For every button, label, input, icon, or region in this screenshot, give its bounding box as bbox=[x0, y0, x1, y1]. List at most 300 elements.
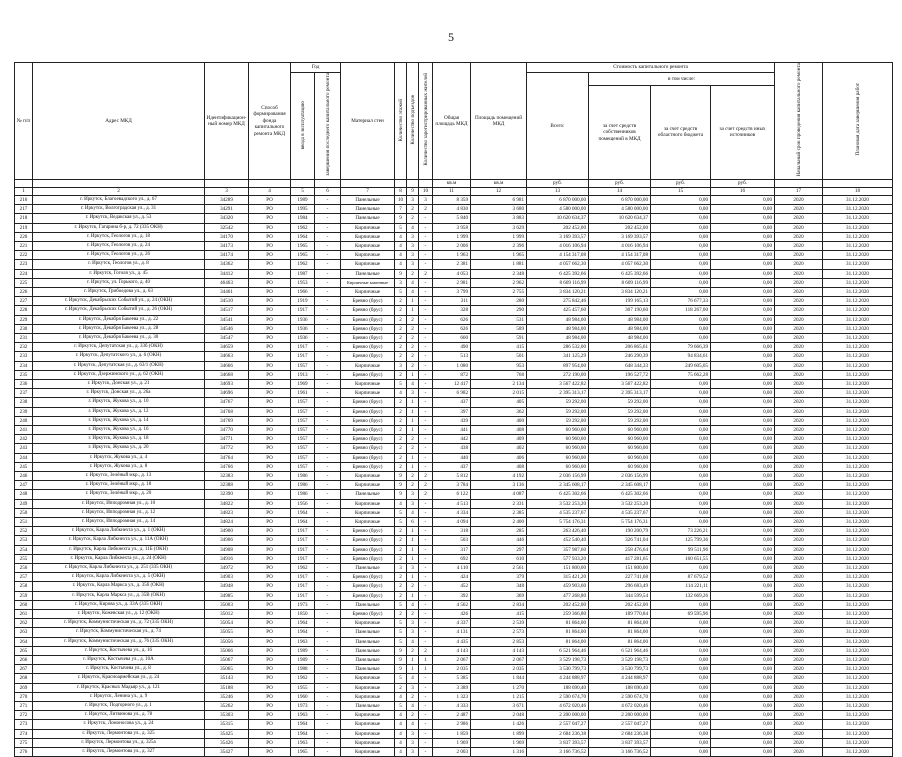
cell-cost-local: 0,00 bbox=[711, 637, 775, 646]
cell-row-num: 250 bbox=[15, 508, 33, 517]
cell-id: 35067 bbox=[205, 656, 249, 665]
cell-cost-total: 4 672 020,46 bbox=[527, 702, 589, 711]
cell-row-num: 260 bbox=[15, 600, 33, 609]
cell-method: РО bbox=[249, 343, 291, 352]
cell-end-date: 31.12.2020 bbox=[823, 545, 893, 554]
cell-cost-owners: 344 599,54 bbox=[589, 591, 651, 600]
cell-premises-area: 2 134 bbox=[471, 379, 527, 388]
cell-floors: 2 bbox=[395, 324, 407, 333]
cell-floors: 2 bbox=[395, 425, 407, 434]
cell-total-area: 8 359 bbox=[433, 195, 471, 204]
cell-id: 34768 bbox=[205, 407, 249, 416]
header-end-date: Плановая дата завершения работ bbox=[823, 63, 893, 180]
cell-cost-owners: 206 865,61 bbox=[589, 343, 651, 352]
cell-cost-local: 0,00 bbox=[711, 205, 775, 214]
cell-cost-regional: 69 595,96 bbox=[651, 610, 711, 619]
cell-cost-regional: 73 226,21 bbox=[651, 527, 711, 536]
cell-wall-material: Бревно (брус) bbox=[341, 416, 395, 425]
cell-premises-area: 408 bbox=[471, 425, 527, 434]
cell-premises-area: 3 629 bbox=[471, 223, 527, 232]
cell-premises-area: 379 bbox=[471, 573, 527, 582]
cell-cost-regional: 94 834,61 bbox=[651, 352, 711, 361]
table-row bbox=[15, 683, 893, 692]
cell-floors: 9 bbox=[395, 269, 407, 278]
cell-premises-area: 2 755 bbox=[471, 287, 527, 296]
table-row bbox=[15, 453, 893, 462]
cell-total-area: 4 143 bbox=[433, 646, 471, 655]
cell-entrances: 2 bbox=[407, 692, 419, 701]
cell-wall-material: Кирпичные bbox=[341, 379, 395, 388]
cell-cost-regional: 0,00 bbox=[651, 287, 711, 296]
cell-cost-owners: 3 530 799,73 bbox=[589, 665, 651, 674]
cell-entrances: 6 bbox=[407, 518, 419, 527]
table-row bbox=[15, 564, 893, 573]
cell-total-area: 2 487 bbox=[433, 711, 471, 720]
cell-start-year: 2020 bbox=[775, 665, 823, 674]
cell-floors: 9 bbox=[395, 490, 407, 499]
table-row bbox=[15, 499, 893, 508]
cell-start-year: 2020 bbox=[775, 628, 823, 637]
cell-start-year: 2020 bbox=[775, 462, 823, 471]
cell-entrances: 2 bbox=[407, 324, 419, 333]
cell-cost-owners: 8 609 116,99 bbox=[589, 278, 651, 287]
cell-cost-regional: 0,00 bbox=[651, 481, 711, 490]
cell-total-area: 5 812 bbox=[433, 472, 471, 481]
cell-cost-owners: 4 672 020,46 bbox=[589, 702, 651, 711]
cell-premises-area: 591 bbox=[471, 333, 527, 342]
cell-total-area: 437 bbox=[433, 398, 471, 407]
cell-cost-local: 0,00 bbox=[711, 619, 775, 628]
cell-cost-owners: 648 344,33 bbox=[589, 361, 651, 370]
cell-cost-regional: 0,00 bbox=[651, 195, 711, 204]
cell-total-area: 2 003 bbox=[433, 748, 471, 757]
cell-wall-material: Кирпичные bbox=[341, 738, 395, 747]
header-year-commission: ввода в эксплуатацию bbox=[291, 73, 315, 180]
cell-start-year: 2020 bbox=[775, 545, 823, 554]
cell-cost-owners: 60 960,00 bbox=[589, 435, 651, 444]
cell-end-date: 31.12.2020 bbox=[823, 711, 893, 720]
cell-address: г. Иркутск, Депутатского ул., д. 6 (ОКН) bbox=[33, 352, 205, 361]
cell-year-last-repair: - bbox=[315, 508, 341, 517]
column-number-row-num: 1 bbox=[15, 187, 33, 195]
cell-row-num: 267 bbox=[15, 665, 33, 674]
cell-cost-owners: 188 690,40 bbox=[589, 683, 651, 692]
cell-residents: - bbox=[419, 554, 433, 563]
cell-premises-area: 2 048 bbox=[471, 711, 527, 720]
cell-method: РО bbox=[249, 251, 291, 260]
unit-year-commission bbox=[291, 179, 315, 187]
cell-premises-area: 2 385 bbox=[471, 508, 527, 517]
cell-year-last-repair: - bbox=[315, 269, 341, 278]
header-method: Способ формирования фонда капитального ремонта МКД bbox=[249, 63, 291, 180]
cell-row-num: 226 bbox=[15, 287, 33, 296]
cell-residents: - bbox=[419, 499, 433, 508]
cell-total-area: 317 bbox=[433, 545, 471, 554]
cell-year-commission: 1964 bbox=[291, 518, 315, 527]
cell-end-date: 31.12.2020 bbox=[823, 214, 893, 223]
cell-premises-area: 415 bbox=[471, 343, 527, 352]
cell-entrances: 1 bbox=[407, 665, 419, 674]
cell-entrances: 1 bbox=[407, 536, 419, 545]
cell-start-year: 2020 bbox=[775, 481, 823, 490]
cell-row-num: 276 bbox=[15, 748, 33, 757]
cell-floors: 4 bbox=[395, 241, 407, 250]
cell-cost-total: 315 421,20 bbox=[527, 573, 589, 582]
column-number-year-last-repair: 6 bbox=[315, 187, 341, 195]
cell-id: 34824 bbox=[205, 518, 249, 527]
table-row bbox=[15, 195, 893, 204]
cell-wall-material: Бревно (брус) bbox=[341, 536, 395, 545]
table-row bbox=[15, 462, 893, 471]
cell-cost-total: 81 864,00 bbox=[527, 619, 589, 628]
cell-cost-local: 0,00 bbox=[711, 564, 775, 573]
cell-year-last-repair: - bbox=[315, 656, 341, 665]
cell-residents: - bbox=[419, 425, 433, 434]
cell-method: РО bbox=[249, 610, 291, 619]
cell-year-commission: 1936 bbox=[291, 333, 315, 342]
cell-cost-local: 0,00 bbox=[711, 462, 775, 471]
cell-total-area: 1 080 bbox=[433, 361, 471, 370]
cell-end-date: 31.12.2020 bbox=[823, 306, 893, 315]
cell-floors: 2 bbox=[395, 444, 407, 453]
cell-row-num: 217 bbox=[15, 205, 33, 214]
cell-method: РО bbox=[249, 481, 291, 490]
table-row bbox=[15, 711, 893, 720]
cell-entrances: 2 bbox=[407, 610, 419, 619]
cell-cost-owners: 3 837 393,57 bbox=[589, 738, 651, 747]
cell-residents: - bbox=[419, 278, 433, 287]
cell-cost-total: 272 190,00 bbox=[527, 370, 589, 379]
cell-year-last-repair: - bbox=[315, 610, 341, 619]
cell-cost-total: 4 057 662,30 bbox=[527, 260, 589, 269]
cell-row-num: 270 bbox=[15, 692, 33, 701]
cell-row-num: 222 bbox=[15, 251, 33, 260]
column-number-address: 2 bbox=[33, 187, 205, 195]
cell-row-num: 229 bbox=[15, 315, 33, 324]
cell-address: г. Иркутск, Жукова ул., д. 14 bbox=[33, 416, 205, 425]
cell-cost-regional: 0,00 bbox=[651, 628, 711, 637]
cell-id: 34362 bbox=[205, 260, 249, 269]
cell-entrances: 4 bbox=[407, 674, 419, 683]
cell-start-year: 2020 bbox=[775, 499, 823, 508]
cell-address: г. Иркутск, Жукова ул., д. 16 bbox=[33, 425, 205, 434]
cell-total-area: 440 bbox=[433, 453, 471, 462]
cell-year-commission: 1961 bbox=[291, 389, 315, 398]
cell-start-year: 2020 bbox=[775, 444, 823, 453]
cell-year-last-repair: - bbox=[315, 278, 341, 287]
cell-year-last-repair: - bbox=[315, 205, 341, 214]
table-row bbox=[15, 665, 893, 674]
cell-residents: - bbox=[419, 260, 433, 269]
cell-cost-total: 452 540,40 bbox=[527, 536, 589, 545]
header-start-year: Начальный срок проведения капитального ремонта bbox=[775, 63, 823, 180]
cell-year-commission: 1964 bbox=[291, 628, 315, 637]
table-row bbox=[15, 205, 893, 214]
cell-cost-regional: 249 605,05 bbox=[651, 361, 711, 370]
cell-entrances: 3 bbox=[407, 232, 419, 241]
cell-premises-area: 408 bbox=[471, 462, 527, 471]
cell-entrances: 2 bbox=[407, 333, 419, 342]
cell-cost-owners: 246 290,39 bbox=[589, 352, 651, 361]
cell-year-last-repair: - bbox=[315, 711, 341, 720]
table-row bbox=[15, 738, 893, 747]
cell-address: г. Иркутск, Геологов ул., д. 18 bbox=[33, 232, 205, 241]
cell-wall-material: Бревно (брус) bbox=[341, 582, 395, 591]
cell-row-num: 247 bbox=[15, 481, 33, 490]
cell-address: г. Иркутск, Карла Либкнехта ул., д. 11Б (ОКН) bbox=[33, 545, 205, 554]
cell-end-date: 31.12.2020 bbox=[823, 527, 893, 536]
table-row bbox=[15, 333, 893, 342]
header-row-num: № п/п bbox=[15, 63, 33, 180]
cell-residents: - bbox=[419, 287, 433, 296]
column-number-end-date: 18 bbox=[823, 187, 893, 195]
cell-premises-area: 369 bbox=[471, 591, 527, 600]
cell-method: РО bbox=[249, 738, 291, 747]
cell-floors: 2 bbox=[395, 610, 407, 619]
cell-floors: 2 bbox=[395, 591, 407, 600]
cell-cost-local: 0,00 bbox=[711, 490, 775, 499]
header-cost-local: за счет средств иных источников bbox=[711, 85, 775, 179]
cell-year-commission: 1957 bbox=[291, 361, 315, 370]
table-row bbox=[15, 398, 893, 407]
cell-method: РО bbox=[249, 674, 291, 683]
cell-end-date: 31.12.2020 bbox=[823, 738, 893, 747]
cell-total-area: 626 bbox=[433, 315, 471, 324]
cell-cost-total: 3 169 393,57 bbox=[527, 232, 589, 241]
unit-wall-material bbox=[341, 179, 395, 187]
cell-start-year: 2020 bbox=[775, 564, 823, 573]
cell-cost-regional: 0,00 bbox=[651, 702, 711, 711]
cell-premises-area: 2 853 bbox=[471, 637, 527, 646]
unit-cost-owners: руб. bbox=[589, 179, 651, 187]
cell-address: г. Иркутск, Зелёный мкр., д. 20 bbox=[33, 490, 205, 499]
cell-cost-local: 0,00 bbox=[711, 315, 775, 324]
cell-year-commission: 1969 bbox=[291, 379, 315, 388]
cell-cost-total: 6 425 392,66 bbox=[527, 269, 589, 278]
cell-method: РО bbox=[249, 306, 291, 315]
cell-cost-owners: 2 345 608,17 bbox=[589, 481, 651, 490]
cell-residents: - bbox=[419, 416, 433, 425]
cell-end-date: 31.12.2020 bbox=[823, 223, 893, 232]
cell-cost-local: 0,00 bbox=[711, 398, 775, 407]
cell-id: 34900 bbox=[205, 527, 249, 536]
table-row bbox=[15, 481, 893, 490]
cell-total-area: 3 799 bbox=[433, 287, 471, 296]
cell-row-num: 272 bbox=[15, 711, 33, 720]
cell-cost-owners: 227 741,68 bbox=[589, 573, 651, 582]
cell-premises-area: 589 bbox=[471, 324, 527, 333]
cell-total-area: 872 bbox=[433, 370, 471, 379]
cell-cost-regional: 0,00 bbox=[651, 232, 711, 241]
cell-year-last-repair: - bbox=[315, 425, 341, 434]
cell-method: РО bbox=[249, 545, 291, 554]
cell-cost-total: 48 984,00 bbox=[527, 324, 589, 333]
cell-year-last-repair: - bbox=[315, 398, 341, 407]
cell-end-date: 31.12.2020 bbox=[823, 628, 893, 637]
cell-year-last-repair: - bbox=[315, 545, 341, 554]
cell-address: г. Иркутск, Жукова ул., д. 10 bbox=[33, 398, 205, 407]
cell-address: г. Иркутск, Декабря Бакеева ул., д. 22 bbox=[33, 315, 205, 324]
cell-cost-local: 0,00 bbox=[711, 692, 775, 701]
cell-residents: 3 bbox=[419, 195, 433, 204]
cell-id: 35303 bbox=[205, 711, 249, 720]
cell-row-num: 254 bbox=[15, 545, 33, 554]
table-row bbox=[15, 518, 893, 527]
cell-id: 34412 bbox=[205, 269, 249, 278]
cell-residents: - bbox=[419, 508, 433, 517]
cell-row-num: 234 bbox=[15, 361, 33, 370]
cell-total-area: 424 bbox=[433, 573, 471, 582]
cell-entrances: 1 bbox=[407, 462, 419, 471]
cell-year-last-repair: - bbox=[315, 665, 341, 674]
cell-cost-owners: 48 984,00 bbox=[589, 333, 651, 342]
cell-floors: 2 bbox=[395, 416, 407, 425]
cell-residents: - bbox=[419, 692, 433, 701]
unit-end-date bbox=[823, 179, 893, 187]
cell-cost-regional: 0,00 bbox=[651, 251, 711, 260]
cell-entrances: 3 bbox=[407, 748, 419, 757]
cell-cost-regional: 118 267,00 bbox=[651, 306, 711, 315]
cell-cost-owners: 48 984,00 bbox=[589, 315, 651, 324]
unit-cost-local: руб. bbox=[711, 179, 775, 187]
cell-start-year: 2020 bbox=[775, 278, 823, 287]
cell-method: РО bbox=[249, 702, 291, 711]
cell-address: г. Иркутск, Карла Либкнехта ул., д. 5 (ОКН) bbox=[33, 573, 205, 582]
cell-start-year: 2020 bbox=[775, 398, 823, 407]
cell-row-num: 262 bbox=[15, 619, 33, 628]
cell-year-last-repair: - bbox=[315, 453, 341, 462]
cell-entrances: 1 bbox=[407, 370, 419, 379]
cell-year-commission: 1957 bbox=[291, 398, 315, 407]
cell-wall-material: Бревно (брус) bbox=[341, 370, 395, 379]
cell-entrances: 1 bbox=[407, 297, 419, 306]
cell-premises-area: 4 087 bbox=[471, 490, 527, 499]
cell-residents: - bbox=[419, 306, 433, 315]
cell-method: РО bbox=[249, 472, 291, 481]
cell-id: 34547 bbox=[205, 333, 249, 342]
cell-cost-owners: 59 292,00 bbox=[589, 398, 651, 407]
cell-premises-area: 297 bbox=[471, 545, 527, 554]
cell-total-area: 1 859 bbox=[433, 729, 471, 738]
cell-cost-local: 0,00 bbox=[711, 251, 775, 260]
table-row bbox=[15, 278, 893, 287]
cell-year-last-repair: - bbox=[315, 223, 341, 232]
cell-cost-total: 3 834 120,21 bbox=[527, 287, 589, 296]
cell-cost-owners: 4 244 888,97 bbox=[589, 674, 651, 683]
cell-year-commission: 1917 bbox=[291, 536, 315, 545]
cell-start-year: 2020 bbox=[775, 748, 823, 757]
cell-end-date: 31.12.2020 bbox=[823, 462, 893, 471]
table-row bbox=[15, 214, 893, 223]
cell-year-commission: 1988 bbox=[291, 665, 315, 674]
cell-premises-area: 1 316 bbox=[471, 748, 527, 757]
cell-end-date: 31.12.2020 bbox=[823, 600, 893, 609]
cell-end-date: 31.12.2020 bbox=[823, 692, 893, 701]
cell-floors: 5 bbox=[395, 619, 407, 628]
cell-cost-owners: 3 834 120,21 bbox=[589, 287, 651, 296]
cell-floors: 9 bbox=[395, 646, 407, 655]
cell-residents: 1 bbox=[419, 656, 433, 665]
cell-end-date: 31.12.2020 bbox=[823, 333, 893, 342]
cell-cost-local: 0,00 bbox=[711, 389, 775, 398]
cell-total-area: 2 381 bbox=[433, 260, 471, 269]
cell-address: г. Иркутск, Костычева ул., д. 16 bbox=[33, 646, 205, 655]
table-row bbox=[15, 232, 893, 241]
cell-cost-regional: 160 651,55 bbox=[651, 554, 711, 563]
cell-cost-local: 0,00 bbox=[711, 628, 775, 637]
cell-address: г. Иркутск, Жукова ул., д. 18 bbox=[33, 435, 205, 444]
cell-cost-local: 0,00 bbox=[711, 481, 775, 490]
cell-residents: - bbox=[419, 370, 433, 379]
cell-row-num: 227 bbox=[15, 297, 33, 306]
cell-start-year: 2020 bbox=[775, 352, 823, 361]
cell-id: 35066 bbox=[205, 646, 249, 655]
cell-cost-local: 0,00 bbox=[711, 674, 775, 683]
cell-cost-total: 48 984,00 bbox=[527, 333, 589, 342]
cell-id: 32390 bbox=[205, 490, 249, 499]
cell-cost-local: 0,00 bbox=[711, 343, 775, 352]
cell-start-year: 2020 bbox=[775, 269, 823, 278]
header-cost-group: Стоимость капитального ремонта bbox=[527, 63, 775, 73]
cell-id: 35262 bbox=[205, 702, 249, 711]
cell-address: г. Иркутск, Коммунистическая ул., д. 74 bbox=[33, 628, 205, 637]
cell-entrances: 3 bbox=[407, 499, 419, 508]
cell-id: 35056 bbox=[205, 637, 249, 646]
cell-id: 35246 bbox=[205, 692, 249, 701]
cell-year-commission: 1987 bbox=[291, 269, 315, 278]
cell-cost-owners: 3 532 253,20 bbox=[589, 499, 651, 508]
cell-premises-area: 2 015 bbox=[471, 389, 527, 398]
cell-start-year: 2020 bbox=[775, 656, 823, 665]
cell-entrances: 4 bbox=[407, 379, 419, 388]
cell-year-last-repair: - bbox=[315, 379, 341, 388]
cell-cost-local: 0,00 bbox=[711, 453, 775, 462]
cell-year-commission: 1957 bbox=[291, 453, 315, 462]
cell-row-num: 245 bbox=[15, 462, 33, 471]
cell-row-num: 255 bbox=[15, 554, 33, 563]
cell-floors: 2 bbox=[395, 554, 407, 563]
cell-entrances: 2 bbox=[407, 646, 419, 655]
cell-id: 34906 bbox=[205, 536, 249, 545]
cell-entrances: 3 bbox=[407, 729, 419, 738]
header-residents: Количество зарегистрированных жителей bbox=[419, 63, 433, 180]
cell-method: РО bbox=[249, 453, 291, 462]
cell-wall-material: Кирпичные bbox=[341, 260, 395, 269]
cell-premises-area: 400 bbox=[471, 416, 527, 425]
cell-cost-local: 0,00 bbox=[711, 195, 775, 204]
cell-floors: 9 bbox=[395, 656, 407, 665]
cell-premises-area: 3 883 bbox=[471, 214, 527, 223]
cell-floors: 3 bbox=[395, 278, 407, 287]
cell-premises-area: 362 bbox=[471, 407, 527, 416]
cell-cost-total: 3 166 736,52 bbox=[527, 748, 589, 757]
cell-floors: 3 bbox=[395, 361, 407, 370]
cell-cost-owners: 59 292,00 bbox=[589, 407, 651, 416]
cell-address: г. Иркутск, Геологов ул., д. 8 bbox=[33, 260, 205, 269]
cell-entrances: 4 bbox=[407, 702, 419, 711]
cell-year-last-repair: - bbox=[315, 646, 341, 655]
cell-year-last-repair: - bbox=[315, 352, 341, 361]
cell-cost-owners: 202 452,00 bbox=[589, 600, 651, 609]
cell-entrances: 4 bbox=[407, 508, 419, 517]
cell-premises-area: 2 561 bbox=[471, 564, 527, 573]
cell-end-date: 31.12.2020 bbox=[823, 619, 893, 628]
cell-cost-owners: 189 770,84 bbox=[589, 610, 651, 619]
cell-address: г. Иркутск, Литвинова ул., д. 78 bbox=[33, 711, 205, 720]
cell-cost-total: 202 452,00 bbox=[527, 223, 589, 232]
cell-cost-total: 4 244 888,97 bbox=[527, 674, 589, 683]
cell-wall-material: Кирпичные bbox=[341, 720, 395, 729]
